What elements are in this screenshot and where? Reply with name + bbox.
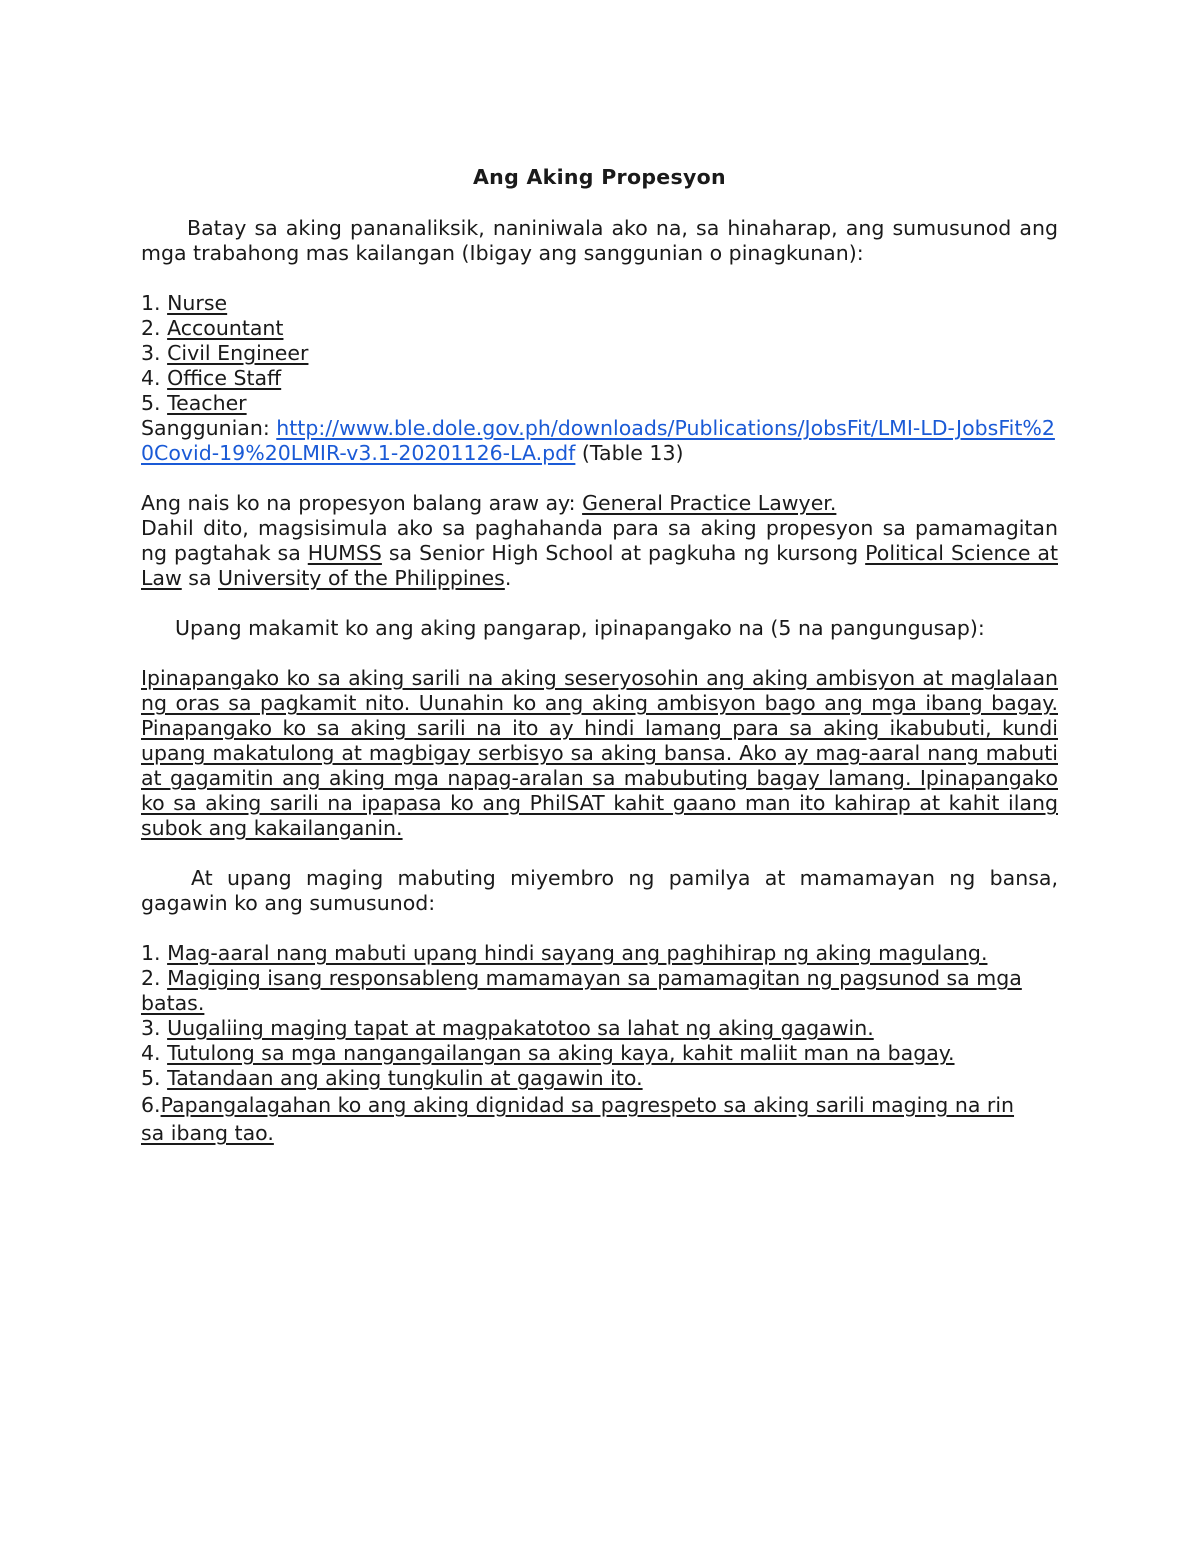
reference-link[interactable]: http://www.ble.dole.gov.ph/downloads/Publications/JobsFit/LMI-LD-JobsFit%20Covid-19%20LMIR-v3.1-20201126-LA.pdf xyxy=(141,416,1055,465)
list-number: 3. xyxy=(141,1016,161,1040)
action-text: Tatandaan ang aking tungkulin at gagawin ito. xyxy=(167,1066,643,1090)
list-number: 6. xyxy=(141,1093,161,1117)
action-text: Tutulong sa mga nangangailangan sa aking kaya, kahit maliit man na bagay. xyxy=(167,1041,955,1065)
list-number: 3. xyxy=(141,341,161,365)
list-number: 4. xyxy=(141,366,161,390)
family-intro: At upang maging mabuting miyembro ng pamilya at mamamayan ng bansa, gagawin ko ang sumusunod: xyxy=(141,866,1058,915)
spacer xyxy=(141,466,1058,491)
list-item xyxy=(141,1041,1036,1066)
preparation-paragraph xyxy=(141,516,1058,591)
prep-text: Dahil dito, magsisimula ako sa paghahanda para sa aking propesyon sa pamamagitan ng pagtahak sa xyxy=(141,516,1058,565)
prep-text: sa xyxy=(181,566,219,590)
list-item xyxy=(141,966,1036,1016)
job-name: Accountant xyxy=(167,316,284,340)
desired-prefix: Ang nais ko na propesyon balang araw ay: xyxy=(141,491,583,515)
action-list xyxy=(141,941,1036,1147)
reference-suffix: (Table 13) xyxy=(575,441,684,465)
reference-label: Sanggunian: xyxy=(141,416,277,440)
list-item xyxy=(141,391,1058,416)
spacer xyxy=(141,916,1058,941)
spacer xyxy=(141,841,1058,866)
spacer xyxy=(141,641,1058,666)
list-item xyxy=(141,1091,1036,1147)
desired-profession: General Practice Lawyer. xyxy=(582,491,837,515)
job-name: Nurse xyxy=(167,291,228,315)
list-item xyxy=(141,941,1036,966)
list-number: 2. xyxy=(141,966,161,990)
promise-intro: Upang makamit ko ang aking pangarap, ipinapangako na (5 na pangungusap): xyxy=(175,616,985,640)
action-text: Magiging isang responsableng mamamayan sa pamamagitan ng pagsunod sa mga batas. xyxy=(141,966,1022,1015)
list-number: 4. xyxy=(141,1041,161,1065)
spacer xyxy=(141,266,1058,291)
spacer xyxy=(141,591,1058,616)
prep-text: . xyxy=(504,566,512,590)
prep-text: sa Senior High School at pagkuha ng kursong xyxy=(381,541,866,565)
list-item xyxy=(141,366,1058,391)
list-number: 1. xyxy=(141,291,161,315)
list-item xyxy=(141,1066,1036,1091)
prep-course: Political Science at Law xyxy=(141,541,1058,590)
list-number: 2. xyxy=(141,316,161,340)
intro-paragraph: Batay sa aking pananaliksik, naniniwala ako na, sa hinaharap, ang sumusunod ang mga trabahong mas kailangan (Ibigay ang sanggunian o pinagkunan): xyxy=(141,216,1058,265)
action-text: Uugaliing maging tapat at magpakatotoo sa lahat ng aking gagawin. xyxy=(167,1016,874,1040)
job-name: Teacher xyxy=(167,391,247,415)
action-text: Mag-aaral nang mabuti upang hindi sayang ang paghihirap ng aking magulang. xyxy=(167,941,988,965)
job-name: Office Staff xyxy=(167,366,282,390)
list-number: 5. xyxy=(141,391,161,415)
job-name: Civil Engineer xyxy=(167,341,309,365)
action-text: Papangalagahan ko ang aking dignidad sa pagrespeto sa aking sarili maging na rin sa ibang tao. xyxy=(141,1093,1015,1145)
reference-line xyxy=(141,416,1058,466)
list-item xyxy=(141,1016,1036,1041)
prep-university: University of the Philippines xyxy=(218,566,505,590)
prep-strand: HUMSS xyxy=(307,541,382,565)
list-item xyxy=(141,291,1058,316)
list-item xyxy=(141,341,1058,366)
promise-paragraph: Ipinapangako ko sa aking sarili na aking seseryosohin ang aking ambisyon at maglalaan ng oras sa pagkamit nito. Uunahin ko ang aking ambisyon bago ang mga ibang bagay. Pinapangako ko sa aking sarili na ito ay hindi lamang para sa aking ikabubuti, kundi upang makatulong at magbigay serbisyo sa aking bansa. Ako ay mag-aaral nang mabuti at gagamitin ang aking mga napag-aralan sa mabubuting bagay lamang. Ipinapangako ko sa aking sarili na ipapasa ko ang PhilSAT kahit gaano man ito kahirap at kahit ilang subok ang kakailanganin. xyxy=(141,666,1058,840)
list-number: 1. xyxy=(141,941,161,965)
job-list xyxy=(141,291,1058,416)
document-page xyxy=(141,165,1058,1147)
document-title: Ang Aking Propesyon xyxy=(473,165,726,189)
desired-profession-line xyxy=(141,491,1058,516)
list-item xyxy=(141,316,1058,341)
list-number: 5. xyxy=(141,1066,161,1090)
